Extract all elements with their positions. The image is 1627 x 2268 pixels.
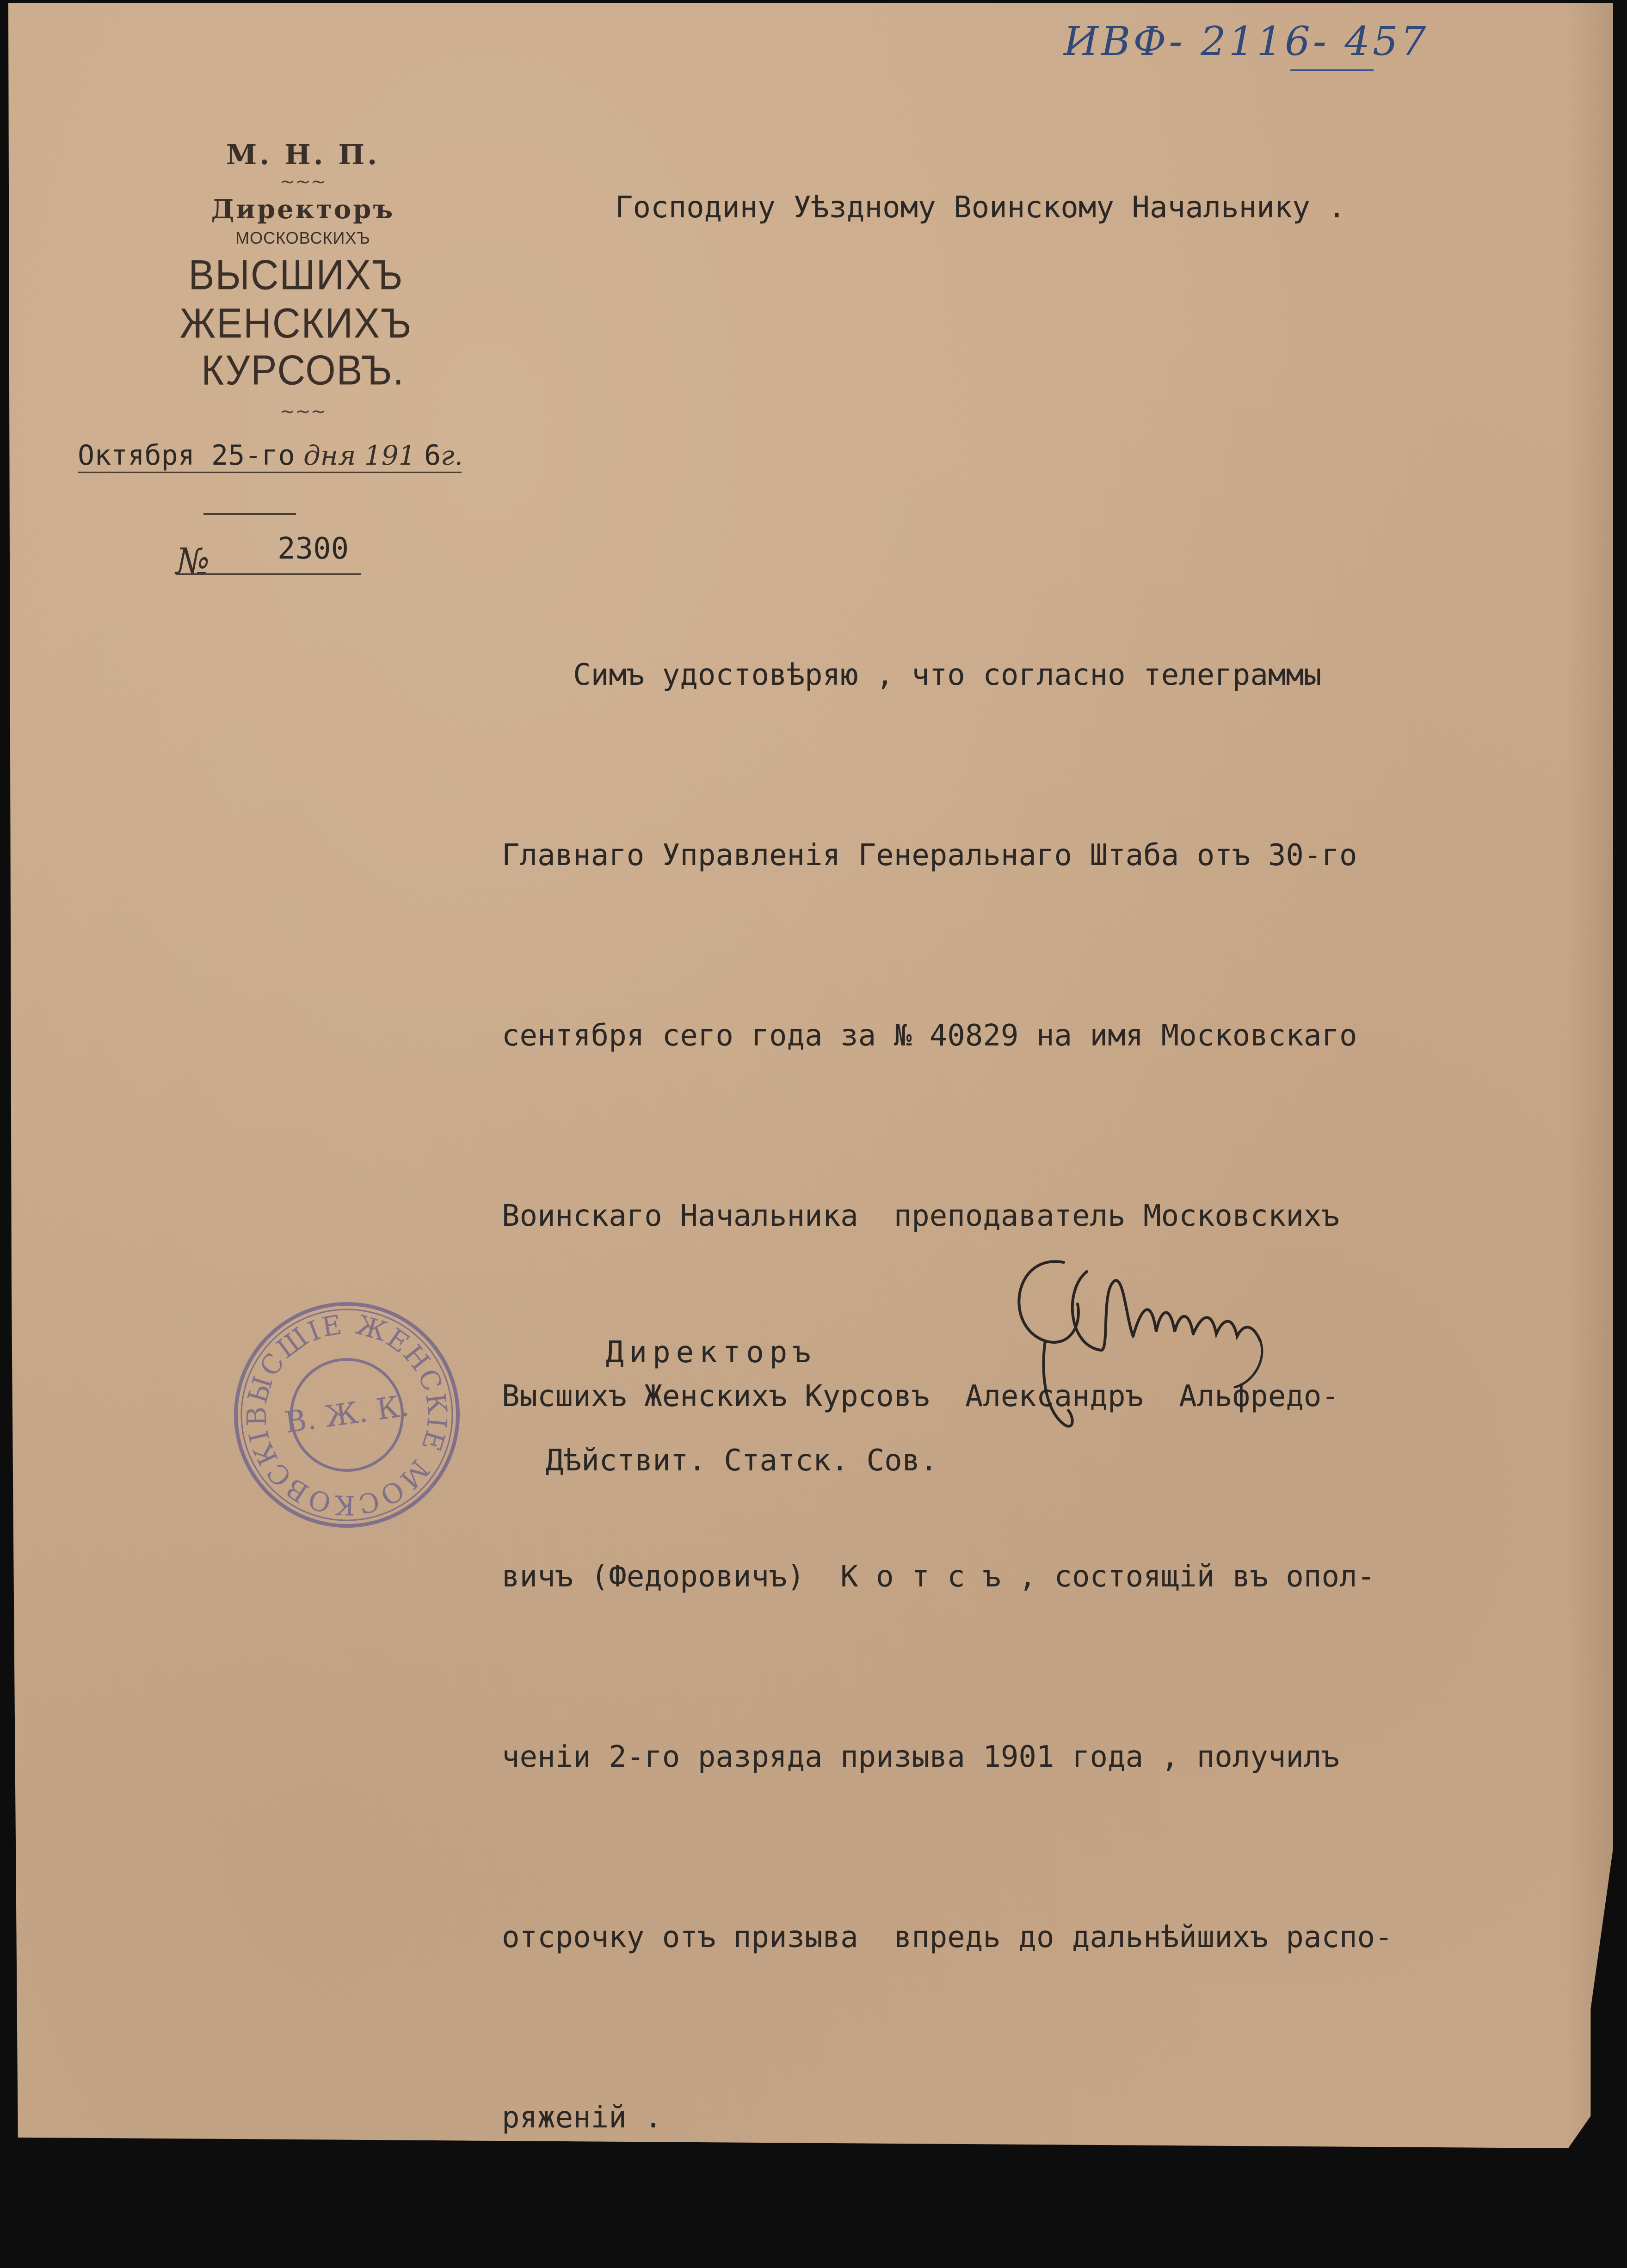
letterhead-ornament: ~~~ — [279, 171, 327, 192]
body-line: ченіи 2-го разряда призыва 1901 года , получилъ — [502, 1740, 1339, 1774]
sheet-edge-shade — [1565, 3, 1620, 2148]
date-year-digit: 6 — [424, 439, 441, 472]
stamp-ring-text: ВЫСШІЕ ЖЕНСКІЕ МОСКОВСКІЕ — [240, 1309, 454, 1521]
signatory-title: Директоръ — [606, 1335, 816, 1370]
letterhead-ministry: М. Н. П. — [226, 139, 380, 171]
body-line: вичъ (Федоровичъ) К о т с ъ , состоящій въ опол- — [502, 1560, 1375, 1594]
archive-code-strike — [1290, 69, 1374, 71]
body-line: Высшихъ Женскихъ Курсовъ Александръ Альфредо- — [502, 1379, 1339, 1414]
archive-code: ИВФ- 2116- 457 — [1064, 18, 1429, 65]
date-underline — [78, 472, 462, 473]
body-line: отсрочку отъ призыва впредь до дальнѣйшихъ распо- — [502, 1920, 1393, 1955]
date-suffix: г. — [441, 440, 463, 471]
letterhead-date — [78, 439, 463, 472]
letterhead — [69, 139, 486, 422]
letterhead-director: Директоръ — [211, 194, 395, 225]
stamp-center-text: В. Ж. К. — [282, 1389, 411, 1440]
body-line: Воинскаго Начальника преподаватель Московскихъ — [502, 1199, 1339, 1233]
signatory-rank: Дѣйствит. Статск. Сов. — [546, 1444, 938, 1478]
round-stamp — [222, 1295, 472, 1535]
letterhead-moscow: МОСКОВСКИХЪ — [235, 228, 370, 247]
letterhead-ornament-2: ~~~ — [279, 401, 327, 422]
date-printed: дня 191 — [303, 440, 416, 471]
signature-block — [546, 1262, 938, 1551]
letterhead-courses-line2: КУРСОВЪ. — [201, 346, 405, 393]
body-line: ряженій . — [502, 2101, 662, 2135]
body-line: Симъ удостовѣряю , что согласно телеграммы — [502, 658, 1322, 692]
number-underline — [176, 573, 361, 575]
body-line: Главнаго Управленія Генеральнаго Штаба отъ 30-го — [502, 838, 1357, 873]
letterhead-courses-line1: ВЫСШИХЪ ЖЕНСКИХЪ — [179, 251, 413, 347]
number-separator — [203, 513, 296, 515]
document-number: 2300 — [277, 532, 349, 566]
date-typed: Октября 25-го — [78, 439, 295, 472]
addressee: Господину Уѣздному Воинскому Начальнику . — [615, 191, 1346, 225]
body-line: сентября сего года за № 40829 на имя Московскаго — [502, 1019, 1357, 1053]
number-sign: № — [176, 541, 210, 583]
handwritten-signature — [994, 1235, 1295, 1447]
